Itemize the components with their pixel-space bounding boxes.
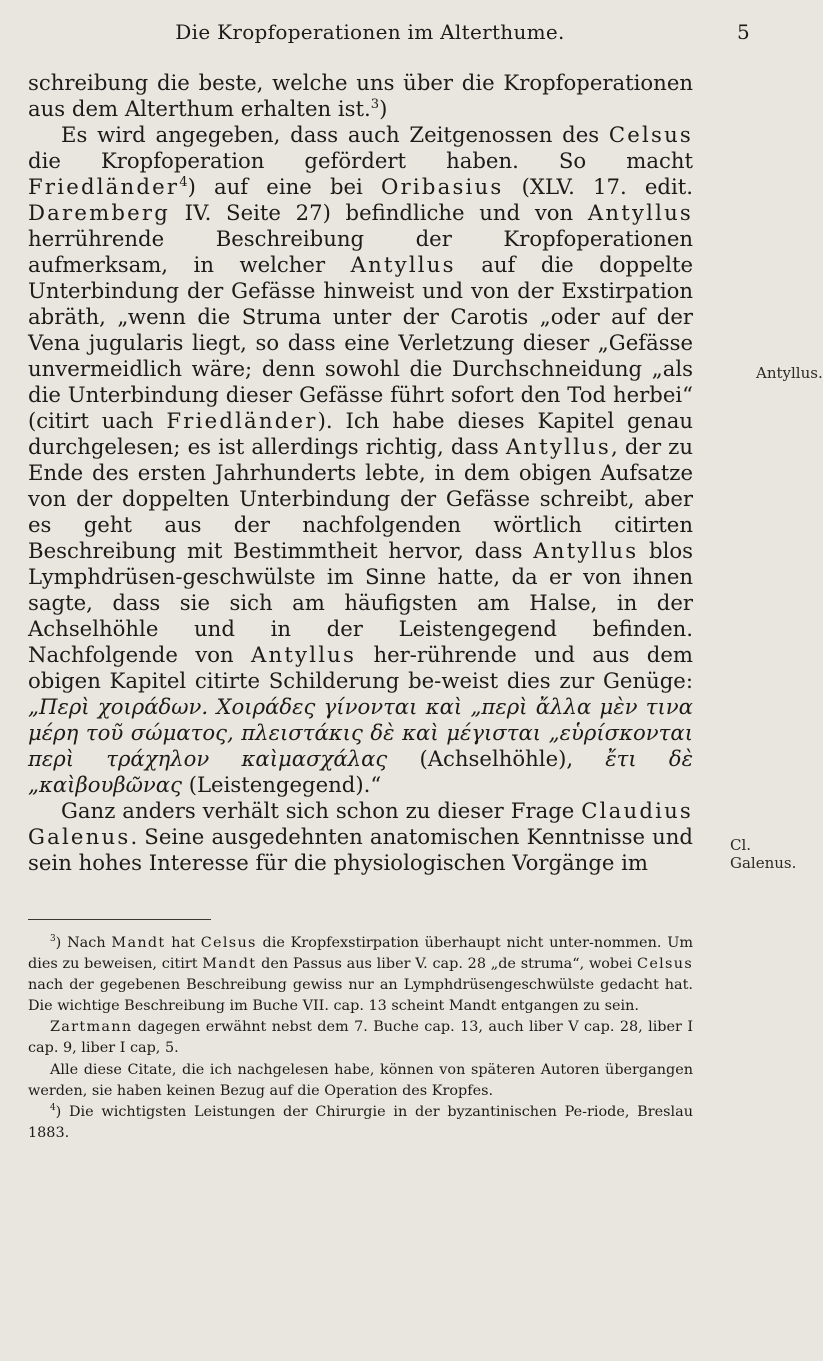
name-antyllus: Antyllus [505, 434, 611, 459]
footnote-3 [28, 933, 693, 1017]
text-run: die Kropfexstirpation überhaupt nicht unter-nommen. Um dies zu beweisen, citirt [28, 935, 694, 973]
text-run: ) Nach [55, 935, 112, 951]
footnotes [28, 933, 693, 1144]
text-run: auf die doppelte Unterbindung der Gefässe hinweist und von der Exstirpation abräth, „wenn die Struma unter der Carotis „oder auf der Vena jugularis liegt, so dass eine Verletzung dieser „Gefässe unvermeidlich wäre; denn sowohl die Durchschneidung „als die Unterbindung dieser Gefässe führt sofort den Tod herbei“ (citirt uach [28, 252, 693, 433]
name-claudius: Claudius [581, 798, 693, 823]
name-oribasius: Oribasius [381, 174, 504, 199]
text-run: her-rührende und aus dem obigen Kapitel citirte Schilderung be-weist dies zur Genüge: [28, 642, 693, 693]
text-run: ) Die wichtigsten Leistungen der Chirurgie in der byzantinischen Pe-riode, Breslau 1883. [28, 1103, 693, 1141]
name-celsus: Celsus [200, 935, 257, 951]
text-run: (Achselhöhle), [387, 746, 606, 771]
name-antyllus: Antyllus [587, 200, 693, 225]
name-celsus: Celsus [637, 956, 693, 973]
text-run: (XLV. 17. edit. [503, 174, 693, 199]
text-run: ) [379, 96, 388, 121]
text-run: dagegen erwähnt nebst dem 7. Buche cap. 13, auch liber V cap. 28, liber I cap. 9, liber I cap, 5. [28, 1019, 693, 1057]
margin-note-antyllus: Antyllus. [756, 364, 823, 382]
text-run: Ganz anders verhält sich schon zu dieser Frage [61, 798, 582, 823]
name-antyllus: Antyllus [533, 538, 639, 563]
name-celsus: Celsus [608, 122, 693, 147]
footnote-4 [28, 1102, 693, 1144]
footnote-rule [28, 919, 211, 920]
greek-quote: ἔτι δὲ „καὶβουβῶνας [28, 746, 693, 797]
text-run: ). Ich habe dieses Kapitel genau durchgelesen; es ist allerdings richtig, dass [28, 408, 693, 459]
text-run: IV. Seite 27) befindliche und von [169, 200, 588, 225]
paragraph-1 [28, 70, 693, 122]
paragraph-3 [28, 798, 693, 876]
text-run: ) auf eine bei [187, 174, 381, 199]
page-number: 5 [737, 20, 750, 44]
name-friedlaender: Friedländer [166, 408, 318, 433]
main-text [28, 70, 693, 876]
footnote-mark: 4 [50, 1102, 56, 1113]
text-run: schreibung die beste, welche uns über die Kropfoperationen aus dem Alterthum erhalten ist. [28, 70, 693, 121]
footnote-ref-3: 3 [370, 96, 380, 112]
name-antyllus: Antyllus [350, 252, 456, 277]
footnote-3-cont [28, 1060, 693, 1102]
name-friedlaender: Friedländer [28, 174, 180, 199]
greek-quote: „Περὶ χοιράδων. Χοιράδες γίνονται καὶ „περὶ ἄλλα μὲν τινα μέρη τοῦ σώματος, πλειστάκις δὲ καὶ μέγισται „εὑρίσκονται περὶ τράχηλον καὶμασχάλας [28, 694, 693, 771]
text-run: . Seine ausgedehnten anatomischen Kenntnisse und sein hohes Interesse für die physiologischen Vorgänge im [28, 824, 693, 875]
text-run: herrührende Beschreibung der Kropfoperationen aufmerksam, in welcher [28, 226, 693, 277]
text-run: den Passus aus liber V. cap. 28 „de struma“, wobei [256, 956, 638, 973]
text-run: , der zu Ende des ersten Jahrhunderts lebte, in dem obigen Aufsatze von der doppelten Unterbindung der Gefässe schreibt, aber es geht aus der nachfolgenden wörtlich citirten Beschreibung mit Bestimmtheit hervor, dass [28, 434, 693, 563]
name-mandt: Mandt [111, 935, 166, 951]
name-antyllus: Antyllus [250, 642, 357, 667]
paragraph-2 [28, 122, 693, 798]
text-run: die Kropfoperation gefördert haben. So macht [28, 148, 693, 173]
text-run: hat [165, 935, 201, 951]
text-run: (Leistengegend).“ [181, 772, 382, 797]
name-daremberg: Daremberg [28, 200, 170, 225]
footnote-3-cont [28, 1017, 693, 1059]
footnote-mark: 3 [50, 934, 56, 945]
text-run: Es wird angegeben, dass auch Zeitgenossen des [61, 122, 609, 147]
text-run: Alle diese Citate, die ich nachgelesen habe, können von späteren Autoren übergangen werden, sie haben keinen Bezug auf die Operation des Kropfes. [28, 1061, 693, 1099]
margin-note-galenus: Cl. Galenus. [730, 836, 797, 872]
running-title: Die Kropfoperationen im Alterthume. [175, 20, 565, 44]
footnote-ref-4: 4 [179, 174, 188, 190]
name-mandt: Mandt [202, 956, 257, 973]
text-run: nach der gegebenen Beschreibung gewiss nur an Lymphdrüsengeschwülste gedacht hat. Die wichtige Beschreibung im Buche VII. cap. 13 scheint Mandt entgangen zu sein. [28, 977, 693, 1015]
text-run: blos Lymphdrüsen-geschwülste im Sinne hatte, da er von ihnen sagte, dass sie sich am häufigsten am Halse, in der Achselhöhle und in der Leistengegend befinden. Nachfolgende von [28, 538, 693, 667]
name-galenus: Galenus [28, 824, 131, 849]
name-zartmann: Zartmann [50, 1019, 133, 1036]
